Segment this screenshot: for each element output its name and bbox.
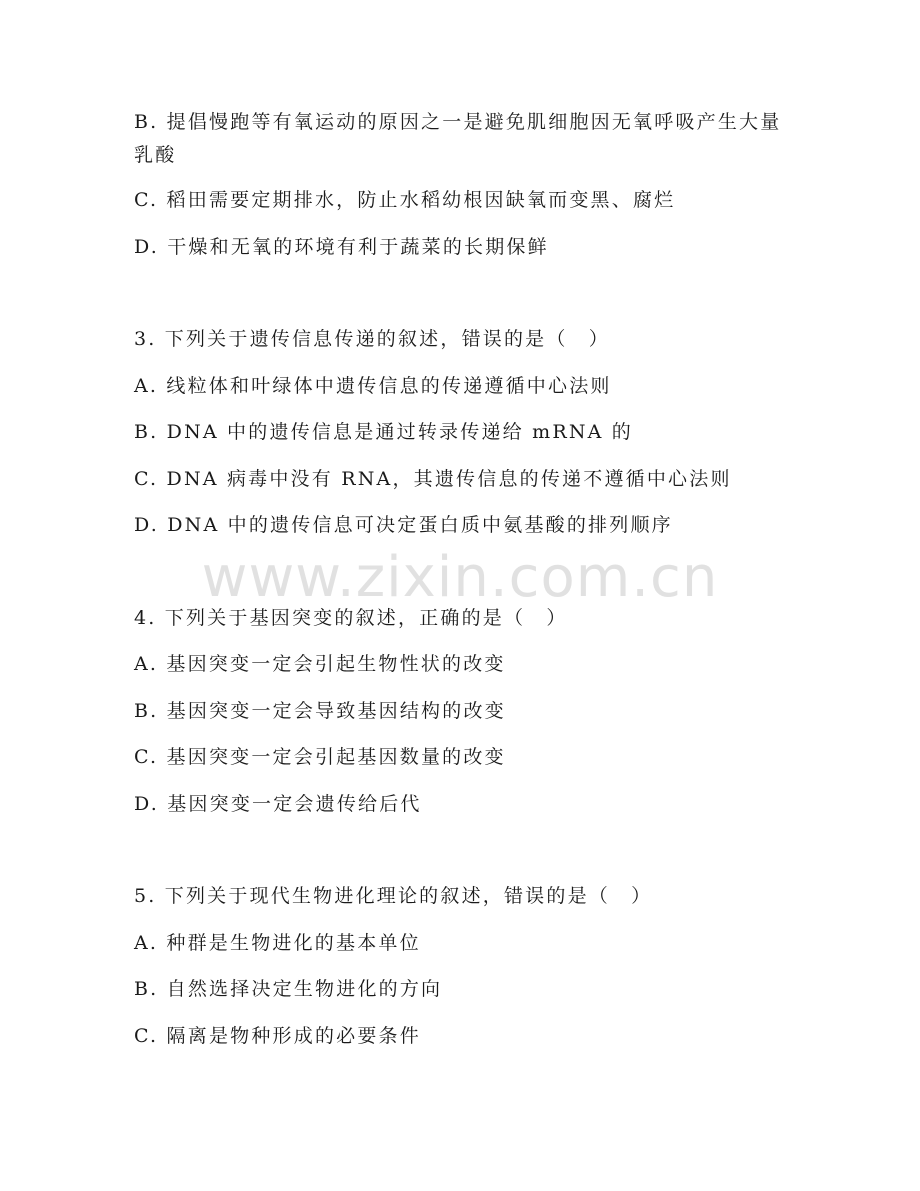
q3-stem: 3. 下列关于遗传信息传递的叙述，错误的是（ ） (134, 328, 610, 350)
q3-option-c: C. DNA 病毒中没有 RNA，其遗传信息的传递不遵循中心法则 (134, 468, 732, 490)
q5-option-b: B. 自然选择决定生物进化的方向 (134, 978, 443, 1000)
q4-option-a: A. 基因突变一定会引起生物性状的改变 (134, 653, 506, 675)
q4-option-d: D. 基因突变一定会遗传给后代 (134, 793, 422, 815)
q4-stem: 4. 下列关于基因突变的叙述，正确的是（ ） (134, 607, 568, 629)
q3-option-b: B. DNA 中的遗传信息是通过转录传递给 mRNA 的 (134, 421, 634, 443)
q3-option-a: A. 线粒体和叶绿体中遗传信息的传递遵循中心法则 (134, 375, 612, 397)
q5-stem: 5. 下列关于现代生物进化理论的叙述，错误的是（ ） (134, 885, 653, 907)
q4-option-b: B. 基因突变一定会导致基因结构的改变 (134, 700, 506, 722)
q3-option-d: D. DNA 中的遗传信息可决定蛋白质中氨基酸的排列顺序 (134, 514, 673, 536)
q2-option-c: C. 稻田需要定期排水，防止水稻幼根因缺氧而变黑、腐烂 (134, 189, 676, 211)
q2-option-b: B. 提倡慢跑等有氧运动的原因之一是避免肌细胞因无氧呼吸产生大量乳酸 (134, 111, 782, 166)
q5-option-c: C. 隔离是物种形成的必要条件 (134, 1025, 421, 1047)
q4-option-c: C. 基因突变一定会引起基因数量的改变 (134, 746, 506, 768)
q5-option-a: A. 种群是生物进化的基本单位 (134, 932, 421, 954)
q2-option-d: D. 干燥和无氧的环境有利于蔬菜的长期保鲜 (134, 236, 549, 258)
watermark: www.zixin.com.cn (201, 545, 719, 610)
